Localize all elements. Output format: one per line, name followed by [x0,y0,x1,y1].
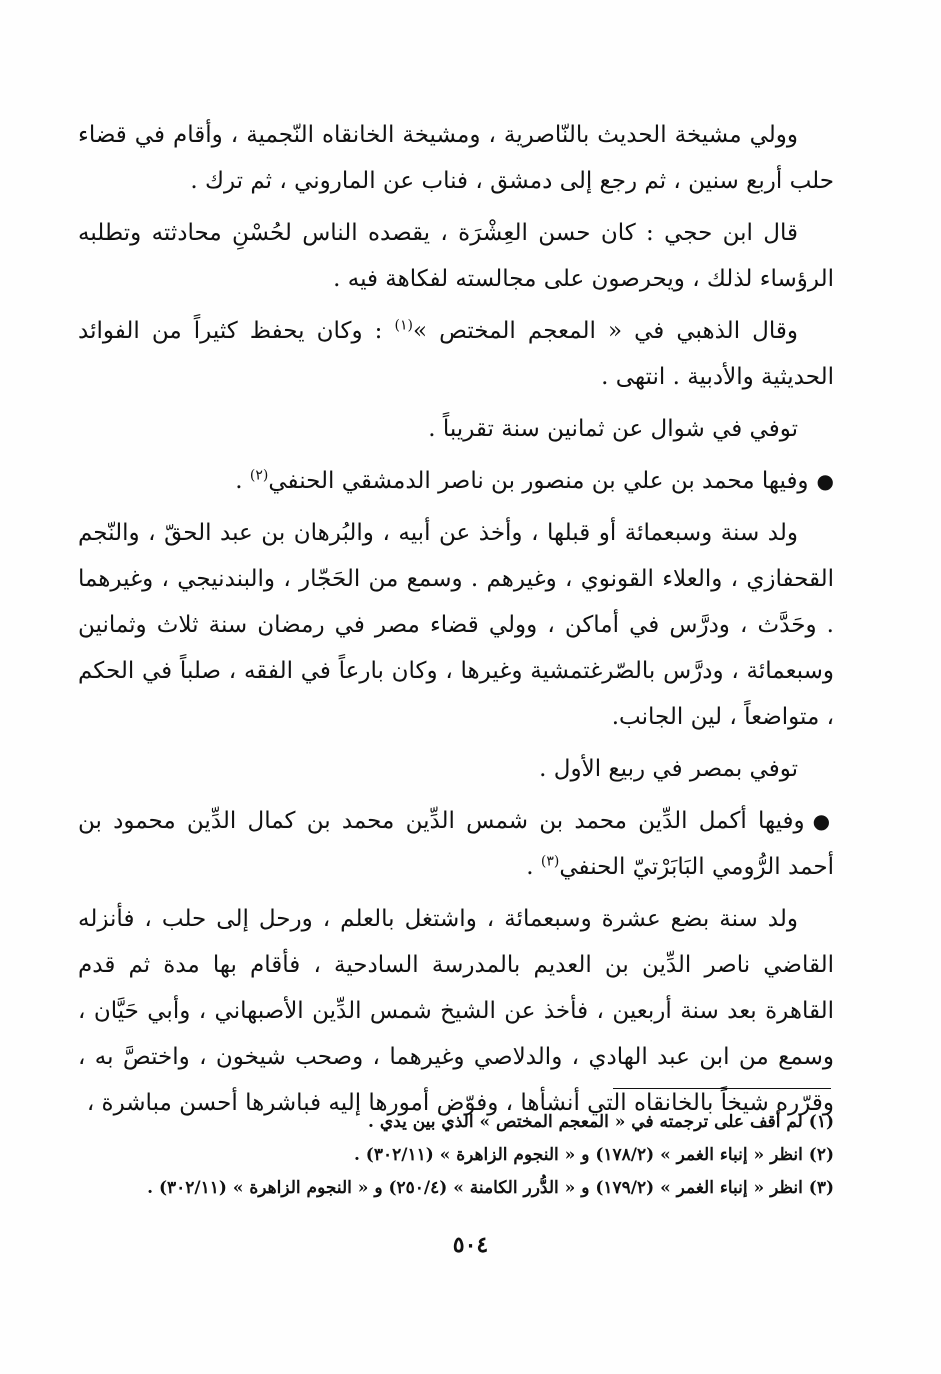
paragraph-1-text: وولي مشيخة الحديث بالنّاصرية ، ومشيخة الخانقاه النّجمية ، وأقام في قضاء حلب أربع سنين ، ثم رجع إلى دمشق ، فناب عن الماروني ، ثم ترك . [78,122,834,194]
paragraph-7 [78,746,834,792]
paragraph-9-text: ولد سنة بضع عشرة وسبعمائة ، واشتغل بالعلم ، ورحل إلى حلب ، فأنزله القاضي ناصر الدِّين بن العديم بالمدرسة السادحية ، فأقام بها مدة ثم قدم القاهرة بعد سنة أربعين ، فأخذ عن الشيخ شمس الدِّين الأصبهاني ، وأبي حَيَّان ، وسمع من ابن عبد الهادي ، والدلاصي وغيرهما ، وصحب شيخون ، واختصَّ به ، وقرّره شيخاً بالخانقاه التي أنشأها ، وفوّض أمورها إليه فباشرها أحسن مباشرة ، [78,906,834,1116]
footnote-ref-1: (١) [394,317,413,334]
footnotes [78,1106,834,1205]
entry-heading-2-tail: . [526,854,541,880]
paragraph-9 [78,896,834,1126]
paragraph-3-text: وقال الذهبي في « المعجم المختص » [412,318,798,344]
paragraph-6 [78,510,834,740]
paragraph-3 [78,308,834,400]
footnote-3: (٣) انظر « إنباء الغمر » (١٧٩/٢) و « الدُّرر الكامنة » (٢٥٠/٤) و « النجوم الزاهرة » (٣٠٢/١١) . [147,1178,834,1198]
paragraph-1 [78,112,834,204]
paragraph-6-text: ولد سنة وسبعمائة أو قبلها ، وأخذ عن أبيه ، والبُرهان بن عبد الحقّ ، والنّجم القحفازي ، والعلاء القونوي ، وغيرهم . وسمع من الحَجّار ، والبندنيجي ، وغيرهما . وحَدَّث ، ودرَّس في أماكن ، وولي قضاء مصر في رمضان سنة ثلاث وثمانين وسبعمائة ، ودرَّس بالصّرغتمشية وغيرها ، وكان بارعاً في الفقه ، صلباً في الحكم ، متواضعاً ، لين الجانب. [78,520,834,730]
footnote-divider [613,1088,831,1089]
page-number: ٥٠٤ [452,1232,489,1258]
paragraph-2-text: قال ابن حجي : كان حسن العِشْرَة ، يقصده الناس لحُسْنِ محادثته وتطلبه الرؤساء لذلك ، ويحرصون على مجالسته لفكاهة فيه . [78,220,834,292]
entry-heading-2 [78,798,834,890]
bullet-icon: ● [812,809,835,833]
paragraph-2 [78,210,834,302]
main-text [78,112,834,1126]
paragraph-4-text: توفي في شوال عن ثمانين سنة تقريباً . [428,416,798,442]
entry-heading-1 [78,458,834,504]
paragraph-4 [78,406,834,452]
footnote-1: (١) لم أقف على ترجمته في « المعجم المختص » الذي بين يدي . [368,1112,834,1132]
entry-heading-1-tail: . [235,468,250,494]
footnote-2: (٢) انظر « إنباء الغمر » (١٧٨/٢) و « النجوم الزاهرة » (٣٠٢/١١) . [353,1145,834,1165]
bullet-icon: ● [816,469,834,493]
paragraph-3-tail: : وكان يحفظ كثيراً من الفوائد الحديثية والأدبية . انتهى . [78,318,834,390]
entry-heading-2-text: وفيها أكمل الدِّين محمد بن شمس الدِّين محمد بن كمال الدِّين محمود بن أحمد الرُّومي البَابَرْتيّ الحنفي [78,808,834,880]
paragraph-7-text: توفي بمصر في ربيع الأول . [539,756,798,782]
entry-heading-1-text: وفيها محمد بن علي بن منصور بن ناصر الدمشقي الحنفي [268,468,809,494]
footnote-ref-2: (٢) [249,467,269,484]
footnote-ref-3: (٣) [540,853,560,870]
